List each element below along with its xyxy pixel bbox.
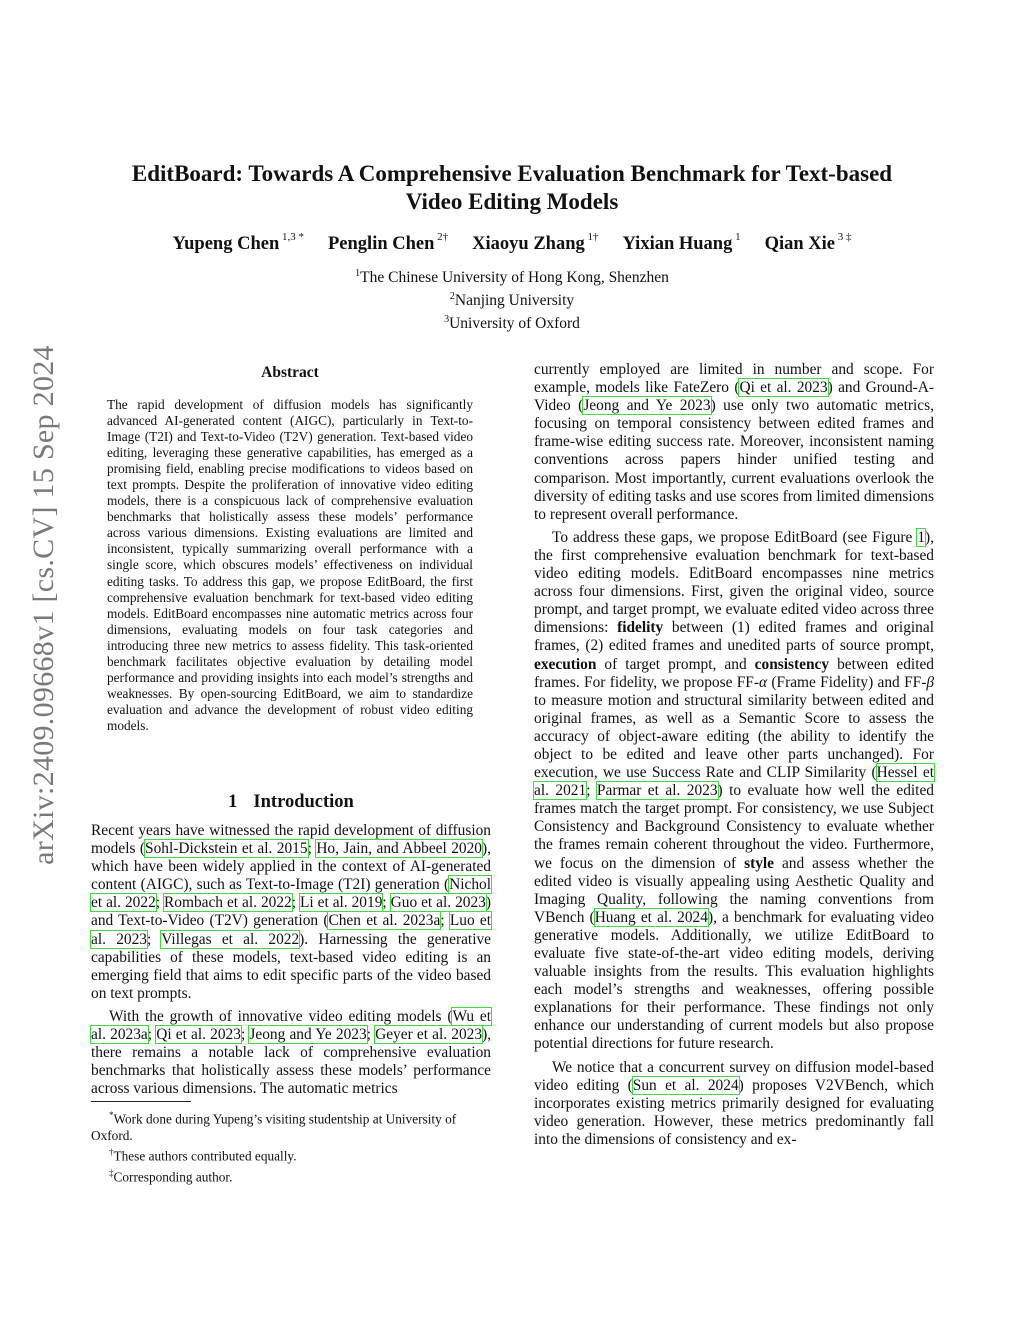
author-mark: 1,3 * [279,231,304,243]
author-mark: 1 [732,231,741,243]
citation-link[interactable]: 1 [917,528,926,546]
citation-link[interactable]: Guo et al. 2023 [390,894,486,912]
author-mark: 1† [584,231,599,243]
affiliation-list [100,264,924,333]
citation-link[interactable]: Sun et al. 2024 [632,1076,739,1094]
paragraph: Recent years have witnessed the rapid development of diffusion models (Sohl-Dickstein et al. 2015; Ho, Jain, and Abbeel 2020), which have been widely applied in the context of AI-generated content (AIGC), such as Text-to-Image (T2I) generation (Nichol et al. 2022; Rombach et al. 2022; Li et al. 2019; Guo et al. 2023) and Text-to-Video (T2V) generation (Chen et al. 2023a; Luo et al. 2023; Villegas et al. 2022). Harnessing the generative capabilities of these models, text-based video editing is an emerging field that aims to edit specific parts of the video based on text prompts. [91,822,492,1002]
author-name: Yupeng Chen $^{1,3 *}$ [172,231,304,255]
math-symbol: β [926,673,934,691]
citation-link[interactable]: Li et al. 2019 [299,894,383,912]
citation-link[interactable]: Wu et al. 2023a [91,1007,492,1044]
citation-link[interactable]: Qi et al. 2023 [739,379,828,397]
bold-term: execution [534,655,597,673]
citation-link[interactable]: Hessel et al. 2021 [534,764,934,800]
arxiv-stamp: arXiv:2409.09668v1 [cs.CV] 15 Sep 2024 [27,345,60,865]
abstract-text: The rapid development of diffusion models has significantly advanced AI-generated content (AIGC), particularly in Text-to-Image (T2I) and Text-to-Video (T2V) generation. Text-based video editing, leveraging these generative capabilities, has emerged as a promising field, enabling precise modifications to videos based on text prompts. Despite the proliferation of innovative video editing models, there is a conspicuous lack of comprehensive evaluation benchmarks that holistically assess these models’ performance across various dimensions. Existing evaluations are limited and inconsistent, typically summarizing overall performance with a single score, which obscures models’ effectiveness on individual editing tasks. To address this gap, we propose EditBoard, the first comprehensive evaluation benchmark for text-based video editing models. EditBoard encompasses nine automatic metrics across four dimensions, evaluating models on four task categories and introducing three new metrics to assess fidelity. This task-oriented benchmark facilitates objective evaluation by detailing model performance and providing insights into each model’s strengths and weaknesses. By open-sourcing EditBoard, we aim to standardize evaluation and advance the development of robust video editing models. [107,397,473,733]
paragraph: With the growth of innovative video editing models (Wu et al. 2023a; Qi et al. 2023; Jeong and Ye 2023; Geyer et al. 2023), there remains a notable lack of comprehensive evaluation benchmarks that holistically assess these models’ performance across various dimensions. The automatic metrics [91,1007,492,1098]
citation-link[interactable]: Sohl-Dickstein et al. 2015 [145,840,308,858]
citation-link[interactable]: Ho, Jain, and Abbeel 2020 [316,840,483,858]
affiliation: $^3$University of Oxford [444,314,580,333]
author-list [100,233,924,255]
math-symbol: α [758,673,768,691]
right-column-body [534,361,934,1154]
section-number: 1 [228,792,238,812]
citation-link[interactable]: Geyer et al. 2023 [375,1026,483,1044]
citation-link[interactable]: Luo et al. 2023 [91,912,491,948]
author-name: Xiaoyu Zhang $^{1\dagger}$ [472,231,599,255]
author-mark: 3 ‡ [835,231,852,243]
citation-link[interactable]: Huang et al. 2024 [594,908,708,926]
citation-link[interactable]: Nichol et al. 2022 [91,876,491,912]
citation-link[interactable]: Qi et al. 2023 [156,1026,241,1044]
title-line-1: EditBoard: Towards A Comprehensive Evaluation Benchmark for Text-based [131,161,893,186]
citation-link[interactable]: Villegas et al. 2022 [161,930,300,948]
bold-term: fidelity [617,619,664,637]
author-name: Penglin Chen $^{2\dagger}$ [328,231,449,255]
section-heading [91,792,491,813]
affiliation: $^2$Nanjing University [449,291,575,310]
footnote: ‡Corresponding author. [109,1167,233,1185]
paragraph: currently employed are limited in number and scope. For example, models like FateZero (Qi et al. 2023) and Ground-A-Video (Jeong and Ye 2023) use only two automatic metrics, focusing on temporal consistency between edited frames and frame-wise editing success rate. Moreover, inconsistent naming conventions across papers hinder unified testing and comparison. Most importantly, current evaluations overlook the diversity of editing tasks and use scores from limited dimensions to represent overall performance. [534,361,934,523]
footnote-rule [91,1101,191,1102]
title-line-2: Video Editing Models [405,189,619,214]
affiliation: $^1$The Chinese University of Hong Kong, Shenzhen [355,268,669,287]
bold-term: consistency [754,655,830,673]
abstract-heading: Abstract [261,364,319,381]
footnote: *Work done during Yupeng’s visiting studentship at University of Oxford. [91,1110,457,1144]
citation-link[interactable]: Chen et al. 2023a [328,912,441,930]
author-name: Qian Xie $^{3 \ddagger}$ [764,231,852,255]
section-title: Introduction [253,792,354,812]
citation-link[interactable]: Jeong and Ye 2023 [583,397,711,415]
citation-link[interactable]: Parmar et al. 2023 [596,782,718,800]
left-column-body [91,822,491,1103]
citation-link[interactable]: Jeong and Ye 2023 [249,1026,367,1044]
bold-term: style [744,854,775,872]
paragraph: To address these gaps, we propose EditBoard (see Figure 1), the first comprehensive evaluation benchmark for text-based video editing models. EditBoard encompasses nine metrics across four dimensions. First, given the original video, source prompt, and target prompt, we evaluate edited video across three dimensions: fidelity between (1) edited frames and original frames, (2) edited frames and unedited parts of source prompt, execution of target prompt, and consistency between edited frames. For fidelity, we propose FF-α (Frame Fidelity) and FF-β to measure motion and structural similarity between edited and original frames, as well as a Semantic Score to assess the accuracy of object-aware editing (the ability to identify the object to be edited and leave other parts unchanged). For execution, we use Success Rate and CLIP Similarity (Hessel et al. 2021; Parmar et al. 2023) to evaluate how well the edited frames match the target prompt. For consistency, we use Subject Consistency and Background Consistency to evaluate whether the frames remain coherent throughout the video. Furthermore, we focus on the dimension of style and assess whether the edited video is visually appealing using Aesthetic Quality and Imaging Quality, following the naming conventions from VBench (Huang et al. 2024), a benchmark for evaluating video generative models. Additionally, we utilize EditBoard to evaluate five state-of-the-art video editing models, deriving valuable insights from the results. This evaluation highlights each model’s strengths and weaknesses, offering possible explanations for their performance. These findings not only enhance our understanding of current models but also propose potential directions for future research. [534,528,935,1053]
citation-link[interactable]: Rombach et al. 2022 [164,894,292,912]
footnote: †These authors contributed equally. [109,1147,297,1164]
author-name: Yixian Huang $^1$ [622,231,741,255]
footnotes [91,1107,491,1185]
paragraph: We notice that a concurrent survey on diffusion model-based video editing (Sun et al. 2024) proposes V2VBench, which incorporates existing metrics primarily designed for evaluating video generation. However, these metrics predominantly fall into the dimensions of consistency and ex- [534,1058,934,1148]
paper-title [100,160,924,216]
author-mark: 2† [434,231,449,243]
